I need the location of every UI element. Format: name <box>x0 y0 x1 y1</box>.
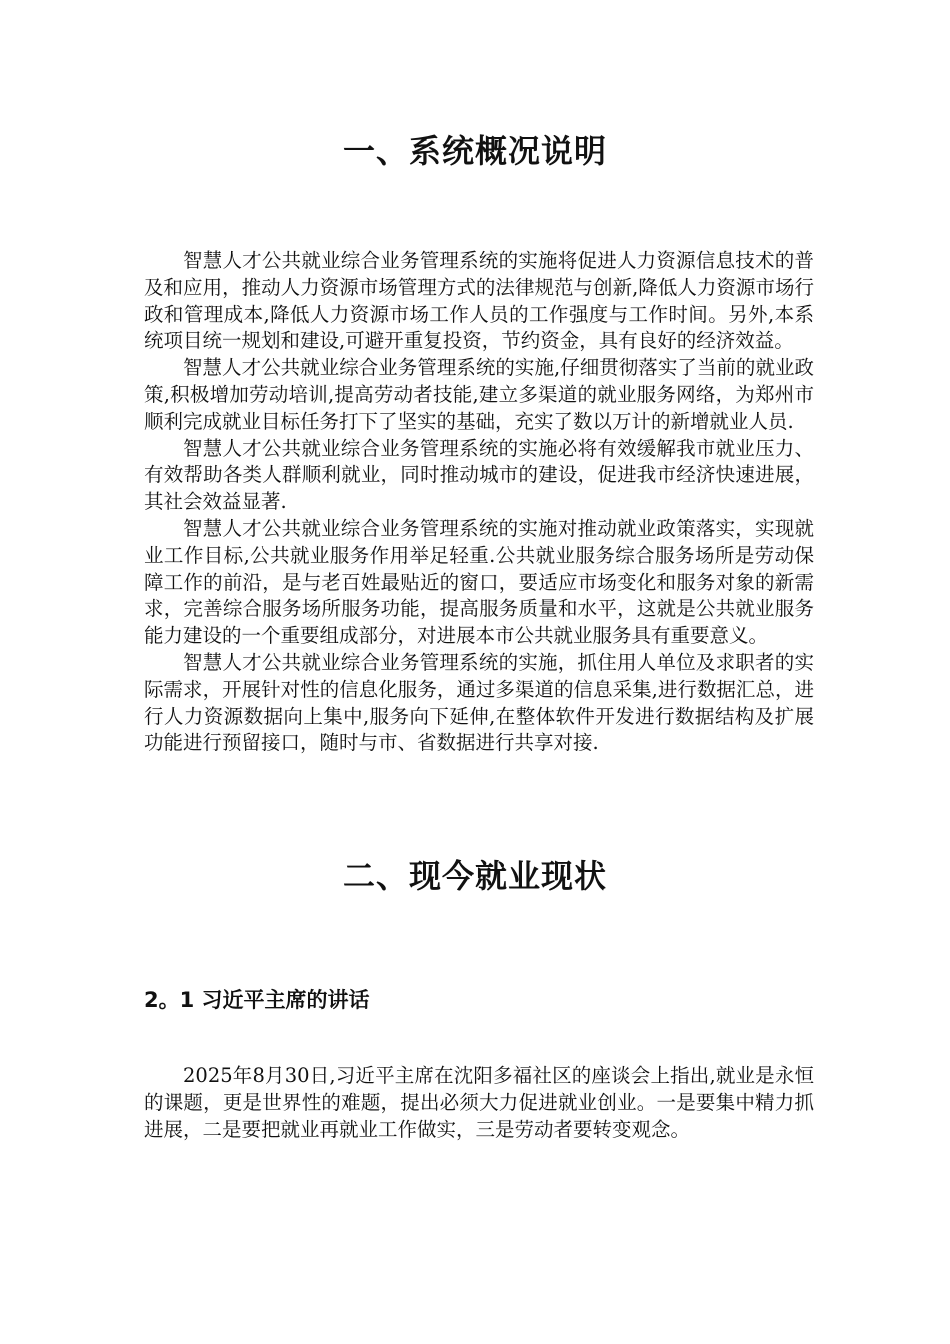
section-heading-overview: 一、系统概况说明 <box>342 132 607 170</box>
section-heading-employment-status: 二、现今就业现状 <box>342 857 607 895</box>
paragraph: 智慧人才公共就业综合业务管理系统的实施,仔细贯彻落实了当前的就业政策,积极增加劳动培训,提高劳动者技能,建立多渠道的就业服务网络，为郑州市顺利完成就业目标任务打下了坚实的基础，充实了数以万计的新增就业人员. <box>144 356 814 433</box>
paragraph: 2025年8月30日,习近平主席在沈阳多福社区的座谈会上指出,就业是永恒的课题，更是世界性的难题，提出必须大力促进就业创业。一是要集中精力抓进展，二是要把就业再就业工作做实，三是劳动者要转变观念。 <box>144 1064 814 1141</box>
paragraph: 智慧人才公共就业综合业务管理系统的实施将促进人力资源信息技术的普及和应用，推动人力资源市场管理方式的法律规范与创新,降低人力资源市场行政和管理成本,降低人力资源市场工作人员的工作强度与工作时间。另外,本系统项目统一规划和建设,可避开重复投资，节约资金，具有良好的经济效益。 <box>144 249 814 353</box>
paragraph: 智慧人才公共就业综合业务管理系统的实施必将有效缓解我市就业压力、有效帮助各类人群顺利就业，同时推动城市的建设，促进我市经济快速进展，其社会效益显著. <box>144 436 814 514</box>
subsection-body-speech <box>144 1063 814 1143</box>
paragraph: 智慧人才公共就业综合业务管理系统的实施，抓住用人单位及求职者的实际需求，开展针对性的信息化服务，通过多渠道的信息采集,进行数据汇总，进行人力资源数据向上集中,服务向下延伸,在整体软件开发进行数据结构及扩展功能进行预留接口，随时与市、省数据进行共享对接. <box>144 650 814 755</box>
paragraph: 智慧人才公共就业综合业务管理系统的实施对推动就业政策落实，实现就业工作目标,公共就业服务作用举足轻重.公共就业服务综合服务场所是劳动保障工作的前沿，是与老百姓最贴近的窗口，要适应市场变化和服务对象的新需求，完善综合服务场所服务功能，提高服务质量和水平，这就是公共就业服务能力建设的一个重要组成部分，对进展本市公共就业服务具有重要意义。 <box>144 516 814 648</box>
section-body-overview <box>144 248 814 757</box>
subsection-heading-speech: 2。1 习近平主席的讲话 <box>144 988 370 1012</box>
